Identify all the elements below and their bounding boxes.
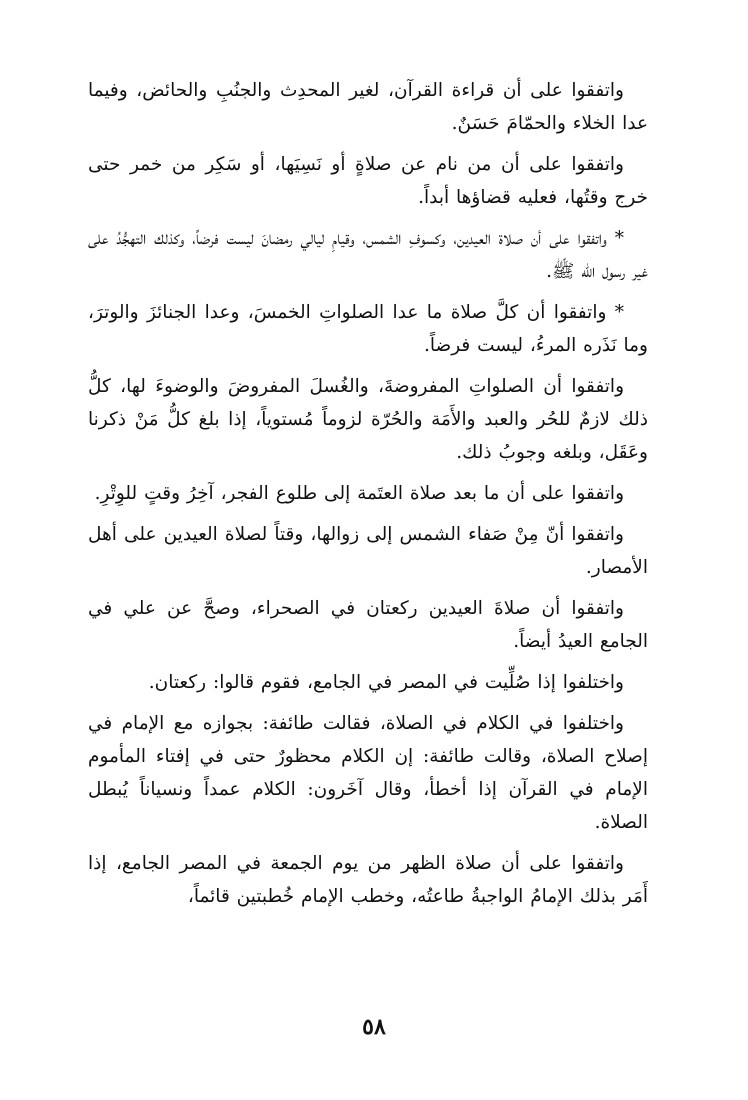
paragraph-10: واختلفوا في الكلام في الصلاة، فقالت طائفة: بجوازه مع الإمام في إصلاح الصلاة، وقالت طائفة: إن الكلام محظورٌ حتى في إفتاء المأموم الإمام في القرآن إذا أخطأ، وقال آخَرون: الكلام عمداً ونسياناً يُبطل الصلاة.	[88, 713, 648, 833]
paragraph-3: * واتفقوا على أن صلاة العيدين، وكسوفِ الشمس، وقيامِ ليالي رمضانَ ليست فرضاً، وكذلك التهجُّدُ على غير رسول الله ﷺ.	[88, 228, 648, 282]
page-number: ٥٨	[362, 1014, 386, 1040]
paragraph-6: واتفقوا على أن ما بعد صلاة العتَمة إلى طلوع الفجر، آخِرُ وقتٍ للوِتْرِ.	[94, 483, 624, 504]
paragraph-11: واتفقوا على أن صلاة الظهر من يوم الجمعة في المصر الجامع، إذا أَمَر بذلك الإمامُ الواجبةُ طاعتُه، وخطب الإمام خُطبتين قائماً،	[88, 853, 648, 907]
page-body	[88, 74, 648, 921]
paragraph-4: * واتفقوا أن كلَّ صلاة ما عدا الصلواتِ الخمسَ، وعدا الجنائزَ والوترَ، وما نَذَره المرءُ، ليست فرضاً.	[88, 302, 648, 356]
paragraph-7: واتفقوا أنّ مِنْ صَفاء الشمس إلى زوالها، وقتاً لصلاة العيدين على أهل الأمصار.	[88, 524, 648, 578]
paragraph-8: واتفقوا أن صلاةَ العيدين ركعتان في الصحراء، وصحَّ عن علي في الجامع العيدُ أيضاً.	[88, 598, 648, 652]
paragraph-1: واتفقوا على أن قراءة القرآن، لغير المحدِث والجنُبِ والحائض، وفيما عدا الخلاء والحمّامَ حَسَنٌ.	[88, 80, 648, 134]
paragraph-5: واتفقوا أن الصلواتِ المفروضةَ، والغُسلَ المفروضَ والوضوءَ لها، كلُّ ذلك لازمٌ للحُر والعبد والأَمَة والحُرّة لزوماً مُستوياً، إذا بلغ كلُّ مَنْ ذكرنا وعَقَل، وبلغه وجوبُ ذلك.	[88, 376, 648, 463]
paragraph-2: واتفقوا على أن من نام عن صلاةٍ أو نَسِيَها، أو سَكِر من خمر حتى خرج وقتُها، فعليه قضاؤها أبداً.	[88, 154, 648, 208]
paragraph-9: واختلفوا إذا صُلِّيت في المصر في الجامع، فقوم قالوا: ركعتان.	[148, 672, 624, 693]
